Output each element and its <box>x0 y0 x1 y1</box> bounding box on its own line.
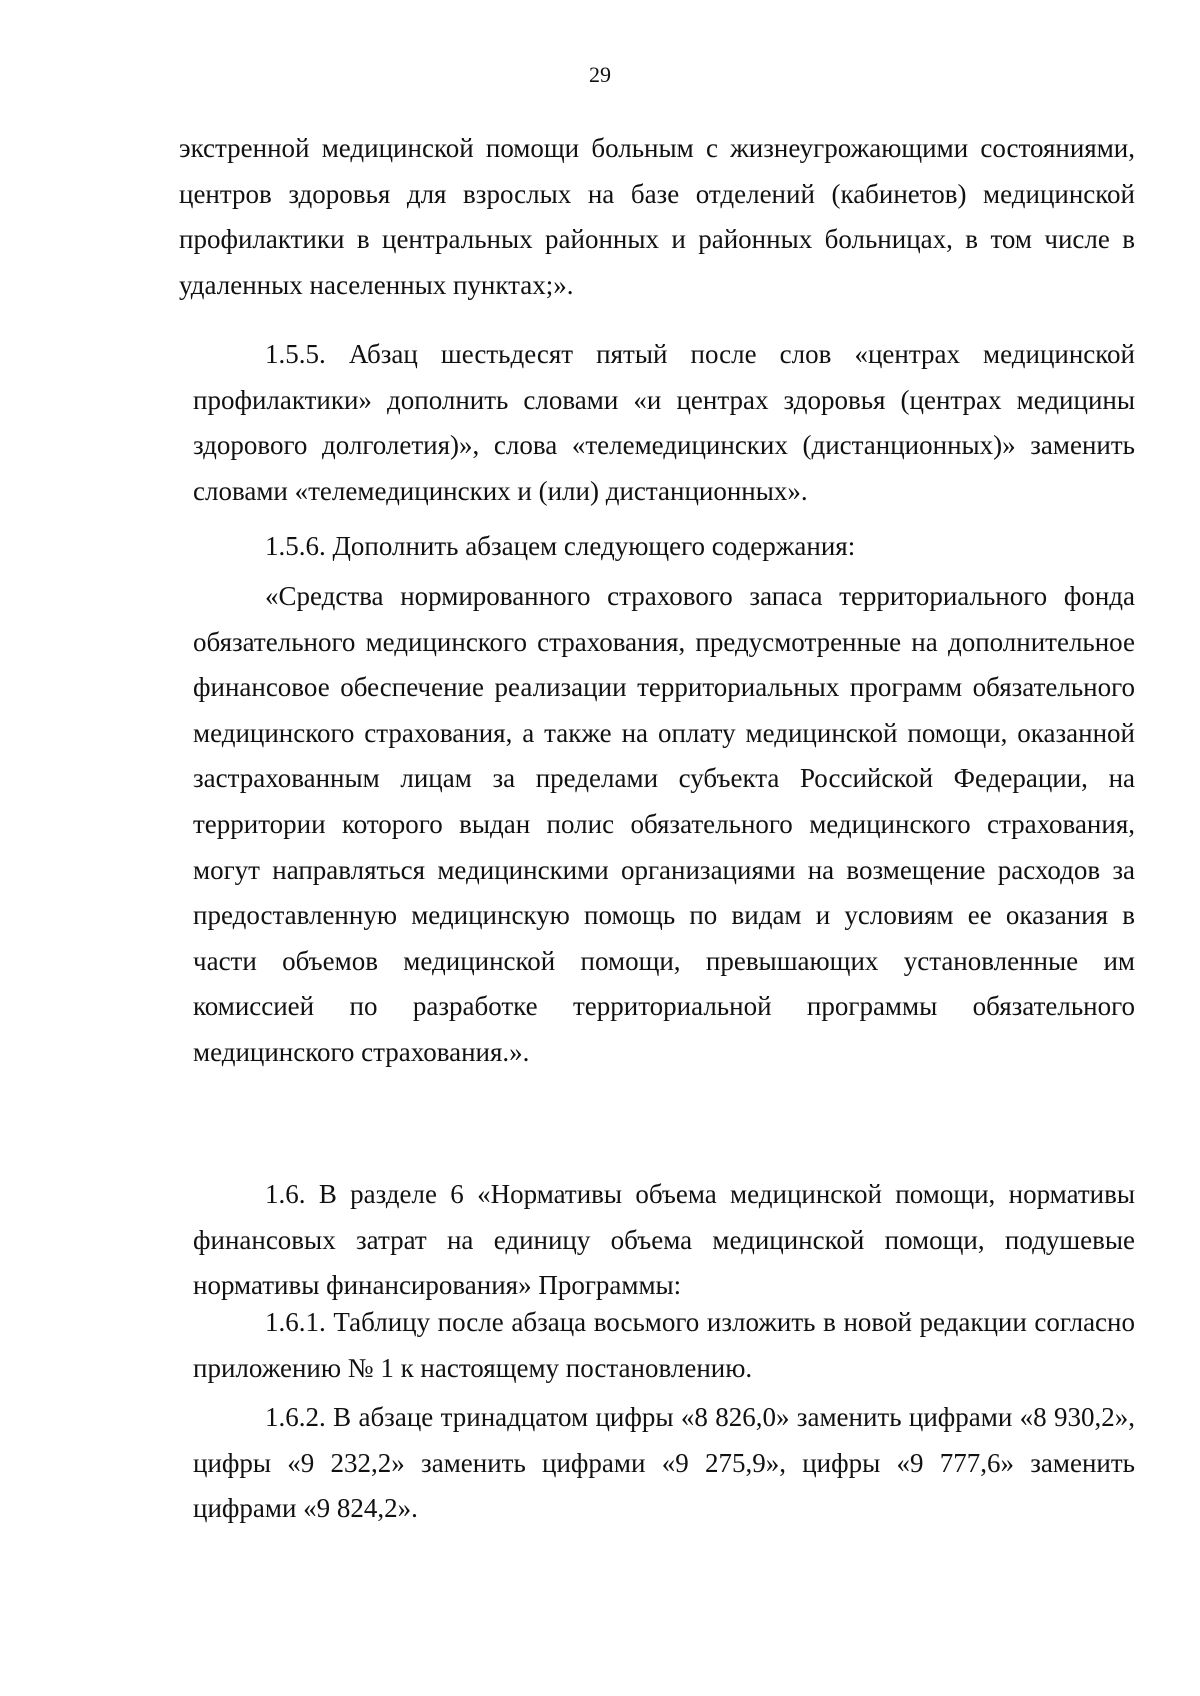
page-number: 29 <box>589 62 611 87</box>
paragraph-1-6-1: 1.6.1. Таблицу после абзаца восьмого изложить в новой редакции согласно приложению № 1 к настоящему постановлению. <box>193 1307 1135 1383</box>
paragraph-1-6-2: 1.6.2. В абзаце тринадцатом цифры «8 826,0» заменить цифрами «8 930,2», цифры «9 232,2» заменить цифрами «9 275,9», цифры «9 777,6» заменить цифрами «9 824,2». <box>193 1402 1135 1524</box>
paragraph-1-5-6: 1.5.6. Дополнить абзацем следующего содержания: <box>265 531 856 561</box>
paragraph-1-6: 1.6. В разделе 6 «Нормативы объема медицинской помощи, нормативы финансовых затрат на единицу объема медицинской помощи, подушевые нормативы финансирования» Программы: <box>193 1179 1135 1301</box>
paragraph-continuation: экстренной медицинской помощи больным с жизнеугрожающими состояниями, центров здоровья для взрослых на базе отделений (кабинетов) медицинской профилактики в центральных районных и районных больницах, в том числе в удаленных населенных пунктах;». <box>179 133 1135 300</box>
paragraph-quoted-insert: «Средства нормированного страхового запаса территориального фонда обязательного медицинского страхования, предусмотренные на дополнительное финансовое обеспечение реализации территориальных программ обязательного медицинского страхования, а также на оплату медицинской помощи, оказанной застрахованным лицам за пределами субъекта Российской Федерации, на территории которого выдан полис обязательного медицинского страхования, могут направляться медицинскими организациями на возмещение расходов за предоставленную медицинскую помощь по видам и условиям ее оказания в части объемов медицинской помощи, превышающих установленные им комиссией по разработке территориальной программы обязательного медицинского страхования.». <box>193 581 1135 1067</box>
paragraph-1-5-5: 1.5.5. Абзац шестьдесят пятый после слов «центрах медицинской профилактики» дополнить словами «и центрах здоровья (центрах медицины здорового долголетия)», слова «телемедицинских (дистанционных)» заменить словами «телемедицинских и (или) дистанционных». <box>193 339 1135 506</box>
